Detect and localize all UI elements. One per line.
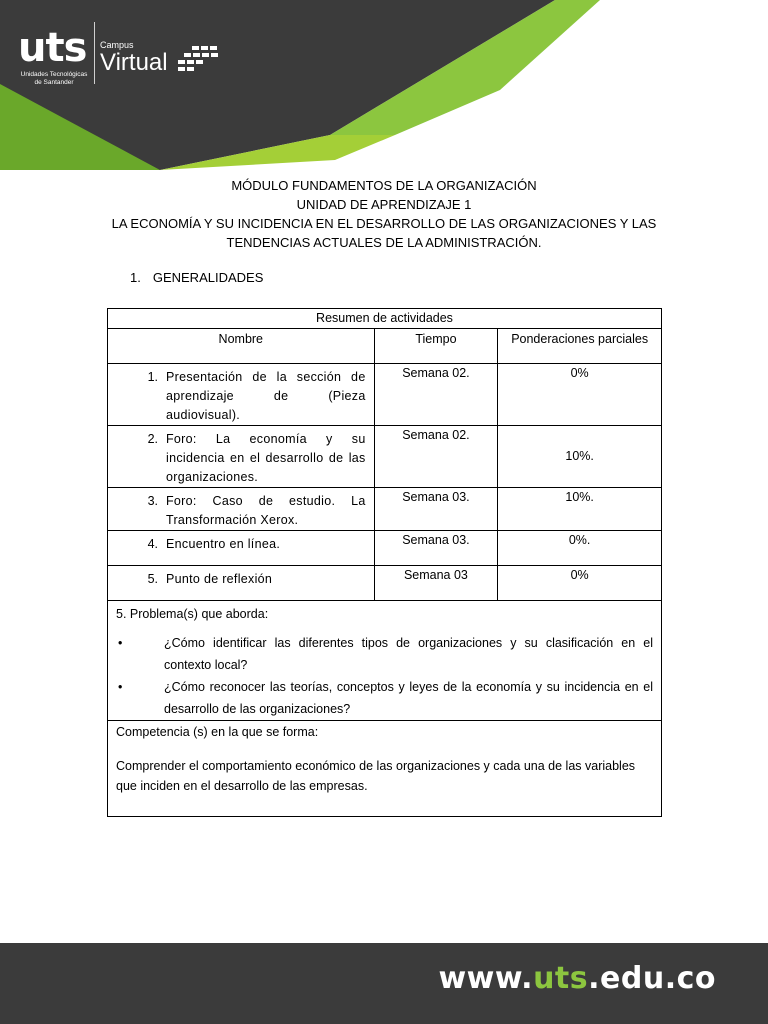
campus-grid-icon: [178, 46, 224, 74]
campus-label: Campus: [100, 40, 134, 50]
problems-section: [108, 601, 662, 721]
website-link[interactable]: [438, 961, 716, 996]
section-heading: [130, 270, 275, 285]
list-item: [116, 632, 653, 676]
row-number: 1.: [147, 370, 158, 384]
row-number: 2.: [147, 432, 158, 446]
activity-name: Encuentro en línea.: [166, 537, 281, 551]
problems-title: 5. Problema(s) que aborda:: [116, 607, 269, 621]
logo-subtitle: Unidades Tecnológicas de Santander: [20, 71, 88, 86]
activity-name: Foro: La economía y su incidencia en el desarrollo de las organizaciones.: [166, 432, 366, 484]
table-caption: Resumen de actividades: [108, 309, 662, 329]
competence-title: Competencia (s) en la que se forma:: [116, 725, 319, 739]
activity-weight: 0%: [498, 566, 662, 601]
footer-bar: [0, 943, 768, 1024]
logo-text: uts: [18, 25, 87, 71]
document-title: [100, 176, 668, 252]
table-row: [108, 488, 662, 531]
row-number: 3.: [147, 494, 158, 508]
topic-title-line1: LA ECONOMÍA Y SU INCIDENCIA EN EL DESARROLLO DE LAS ORGANIZACIONES Y LAS: [111, 216, 657, 231]
module-title: MÓDULO FUNDAMENTOS DE LA ORGANIZACIÓN: [231, 178, 537, 193]
virtual-label: Virtual: [100, 49, 168, 76]
activity-time: Semana 02.: [374, 364, 498, 426]
column-header-name: Nombre: [108, 329, 375, 364]
table-row: [108, 364, 662, 426]
activity-time: Semana 03.: [374, 488, 498, 531]
topic-title-line2: TENDENCIAS ACTUALES DE LA ADMINISTRACIÓN.: [226, 235, 542, 250]
bullet-icon: •: [118, 636, 123, 650]
row-number: 4.: [147, 537, 158, 551]
competence-text: Comprender el comportamiento económico de las organizaciones y cada una de las variables que inciden en el desarrollo de las empresas.: [116, 759, 636, 793]
uts-logo: [18, 25, 90, 98]
url-brand: uts: [533, 961, 589, 996]
header-banner: [0, 0, 768, 180]
logo-divider: [94, 22, 95, 84]
unit-title: UNIDAD DE APRENDIZAJE 1: [296, 197, 472, 212]
table-row: [108, 531, 662, 566]
row-number: 5.: [147, 572, 158, 586]
activity-name: Foro: Caso de estudio. La Transformación Xerox.: [166, 494, 366, 527]
activities-table: [107, 308, 662, 817]
table-row: [108, 566, 662, 601]
problem-text: ¿Cómo reconocer las teorías, conceptos y leyes de la economía y su incidencia en el desarrollo de las organizaciones?: [164, 680, 653, 716]
activity-weight: 10%.: [498, 426, 662, 488]
campus-virtual-logo: [100, 40, 168, 76]
competence-section: [108, 721, 662, 817]
column-header-time: Tiempo: [374, 329, 498, 364]
problem-text: ¿Cómo identificar las diferentes tipos de organizaciones y su clasificación en el contexto local?: [164, 636, 653, 672]
list-item: [116, 676, 653, 720]
activity-weight: 0%.: [498, 531, 662, 566]
section-label: GENERALIDADES: [152, 270, 264, 285]
table-row: [108, 426, 662, 488]
column-header-weight: Ponderaciones parciales: [498, 329, 662, 364]
activity-name: Presentación de la sección de aprendizaje de (Pieza audiovisual).: [166, 370, 366, 422]
section-number: 1.: [130, 270, 141, 285]
bullet-icon: •: [118, 680, 123, 694]
activity-time: Semana 03: [374, 566, 498, 601]
activity-weight: 10%.: [498, 488, 662, 531]
activity-time: Semana 02.: [374, 426, 498, 488]
url-suffix: .edu.co: [588, 961, 716, 996]
activity-weight: 0%: [498, 364, 662, 426]
url-prefix: www.: [438, 961, 534, 996]
activity-time: Semana 03.: [374, 531, 498, 566]
activity-name: Punto de reflexión: [166, 572, 273, 586]
